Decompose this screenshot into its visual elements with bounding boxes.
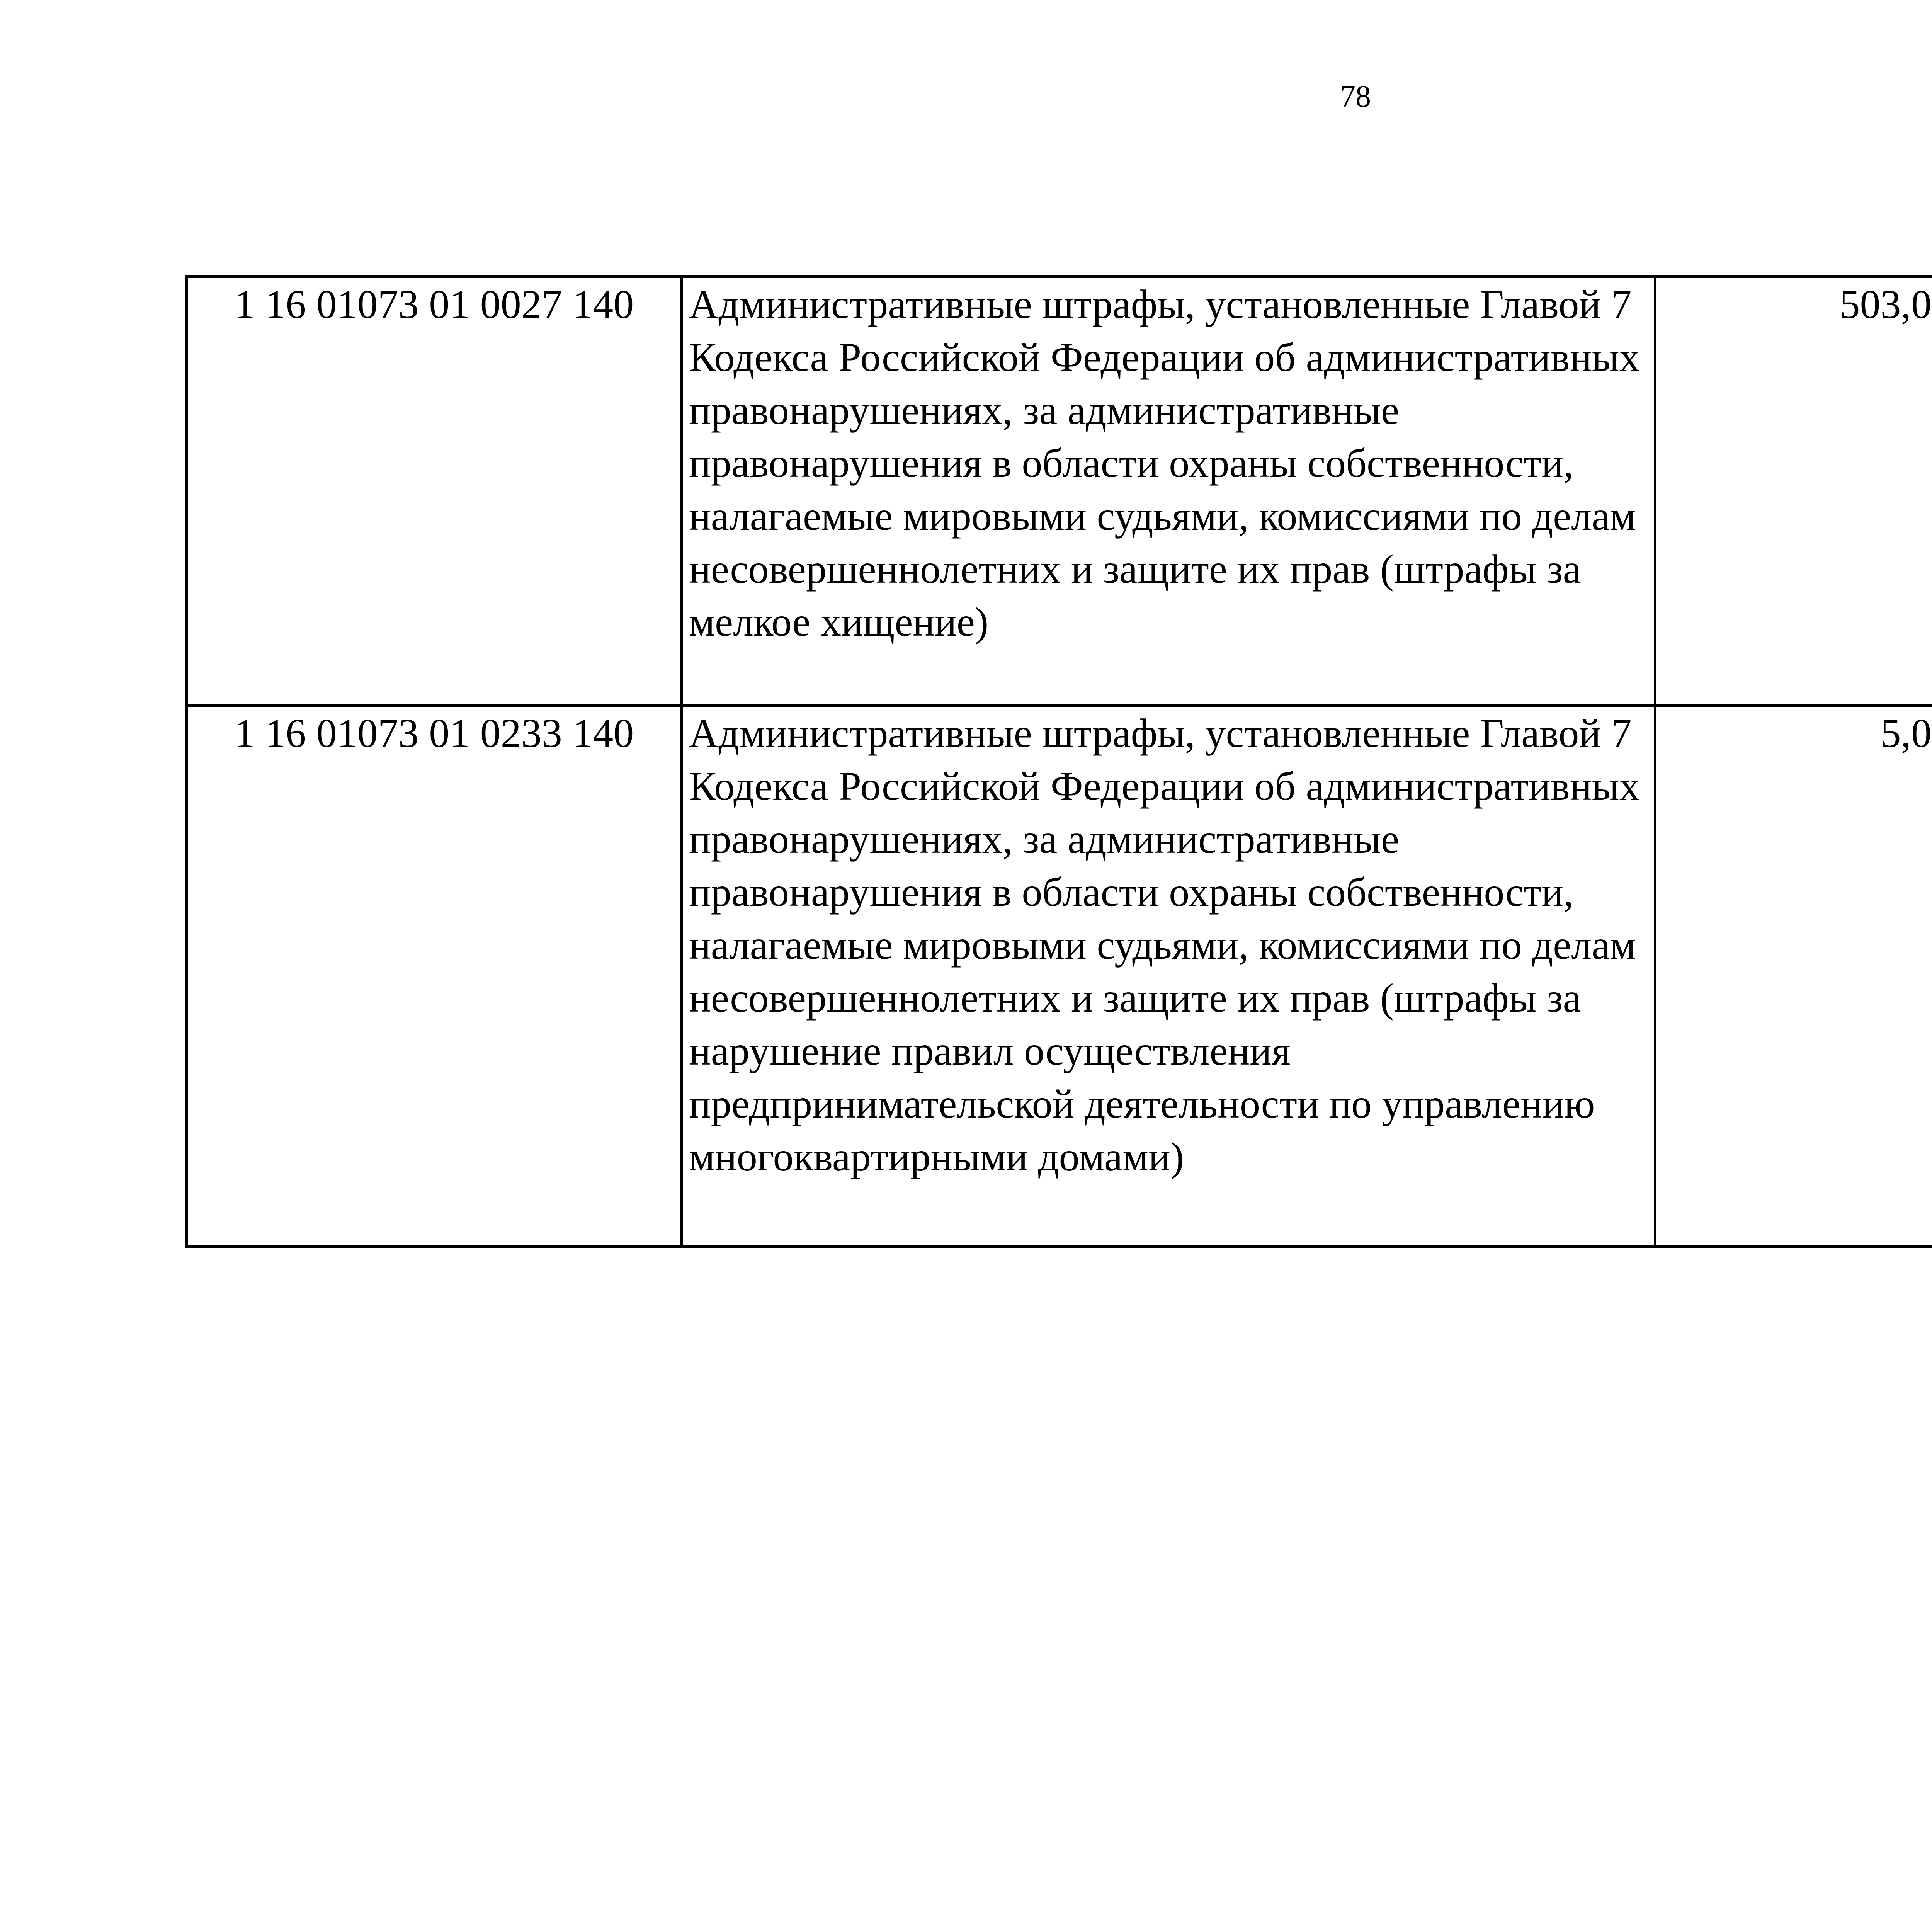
description-cell: Административные штрафы, установленные Главой 7 Кодекса Российской Федерации об административных правонарушениях, за административные правонарушения в области охраны собственности, налагаемые мировыми судьями, комиссиями по делам несовершеннолетних и защите их прав (штрафы за нарушение правил осуществления предпринимательской деятельности по управлению многоквартирными домами)	[682, 706, 1655, 1247]
table-row	[187, 706, 1932, 1247]
budget-table	[185, 275, 1932, 1248]
value-cell-year-1: 503,0	[1655, 277, 1932, 706]
description-cell: Административные штрафы, установленные Главой 7 Кодекса Российской Федерации об административных правонарушениях, за административные правонарушения в области охраны собственности, налагаемые мировыми судьями, комиссиями по делам несовершеннолетних и защите их прав (штрафы за мелкое хищение)	[682, 277, 1655, 706]
value-cell-year-1: 5,0	[1655, 706, 1932, 1247]
table-row	[187, 277, 1932, 706]
budget-code-cell: 1 16 01073 01 0027 140	[187, 277, 682, 706]
budget-code-cell: 1 16 01073 01 0233 140	[187, 706, 682, 1247]
page-number: 78	[1340, 80, 1371, 114]
